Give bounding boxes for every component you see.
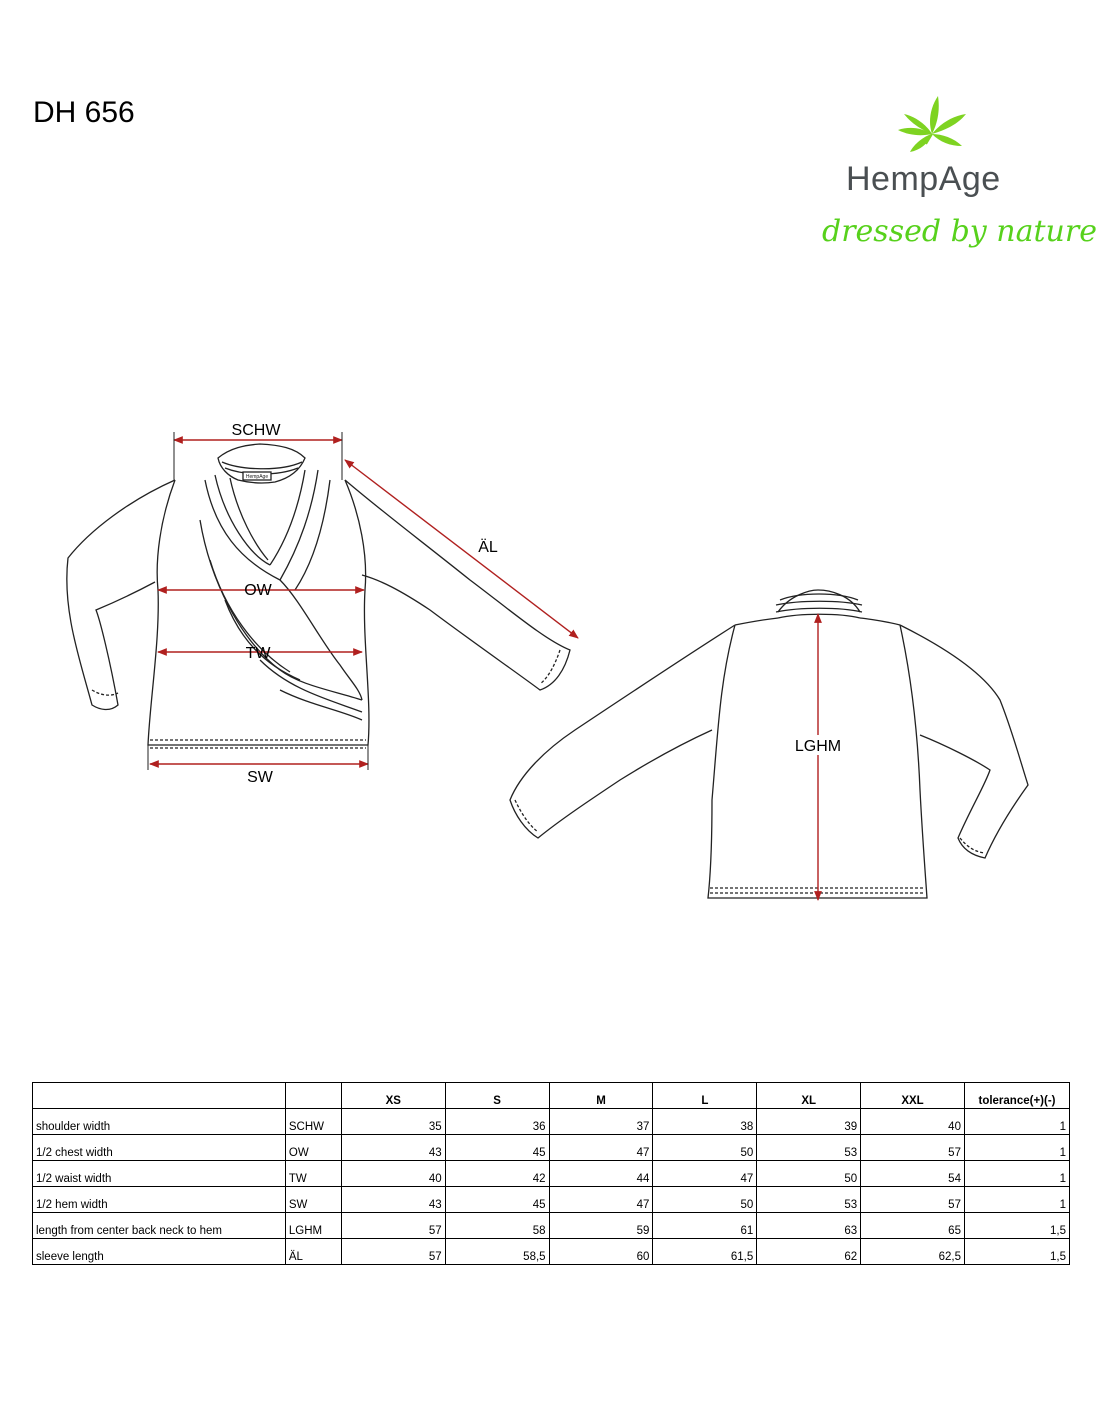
front-garment [67, 444, 570, 748]
label-sw: SW [247, 769, 273, 786]
label-lghm: LGHM [794, 738, 842, 755]
header-cell: L [653, 1083, 757, 1109]
measurement-code: TW [285, 1161, 341, 1187]
size-value: 43 [341, 1187, 445, 1213]
size-value: 57 [861, 1135, 965, 1161]
measurement-name: shoulder width [33, 1109, 286, 1135]
size-value: 38 [653, 1109, 757, 1135]
measurement-code: SW [285, 1187, 341, 1213]
measurement-code: SCHW [285, 1109, 341, 1135]
measurement-code: ÄL [285, 1239, 341, 1265]
table-row [33, 1239, 1070, 1265]
label-al: ÄL [478, 539, 498, 556]
label-tw: TW [245, 645, 271, 662]
header-cell: tolerance(+)(-) [964, 1083, 1069, 1109]
size-value: 58 [445, 1213, 549, 1239]
table-row [33, 1213, 1070, 1239]
size-value: 63 [757, 1213, 861, 1239]
size-value: 40 [341, 1161, 445, 1187]
tolerance-value: 1,5 [964, 1213, 1069, 1239]
size-value: 40 [861, 1109, 965, 1135]
size-value: 61 [653, 1213, 757, 1239]
header-cell: XS [341, 1083, 445, 1109]
size-value: 57 [341, 1213, 445, 1239]
size-table [32, 1082, 1070, 1265]
size-value: 54 [861, 1161, 965, 1187]
measurement-name: length from center back neck to hem [33, 1213, 286, 1239]
table-row [33, 1135, 1070, 1161]
size-value: 57 [861, 1187, 965, 1213]
table-row [33, 1109, 1070, 1135]
size-value: 53 [757, 1187, 861, 1213]
measurement-name: 1/2 chest width [33, 1135, 286, 1161]
size-value: 59 [549, 1213, 653, 1239]
size-value: 61,5 [653, 1239, 757, 1265]
size-value: 50 [653, 1187, 757, 1213]
neck-tag-label: HempAge [245, 474, 269, 480]
size-value: 47 [549, 1187, 653, 1213]
size-value: 43 [341, 1135, 445, 1161]
header-cell: XL [757, 1083, 861, 1109]
size-value: 62 [757, 1239, 861, 1265]
document-title: DH 656 [33, 96, 135, 129]
tolerance-value: 1,5 [964, 1239, 1069, 1265]
tolerance-value: 1 [964, 1187, 1069, 1213]
size-value: 44 [549, 1161, 653, 1187]
size-value: 53 [757, 1135, 861, 1161]
measurement-name: sleeve length [33, 1239, 286, 1265]
measurement-name: 1/2 waist width [33, 1161, 286, 1187]
size-value: 35 [341, 1109, 445, 1135]
size-value: 65 [861, 1213, 965, 1239]
back-garment [510, 590, 1028, 898]
size-value: 37 [549, 1109, 653, 1135]
size-value: 42 [445, 1161, 549, 1187]
size-value: 60 [549, 1239, 653, 1265]
brand-name: HempAge [846, 160, 1001, 198]
size-value: 45 [445, 1135, 549, 1161]
size-value: 58,5 [445, 1239, 549, 1265]
measurement-name: 1/2 hem width [33, 1187, 286, 1213]
header-cell: S [445, 1083, 549, 1109]
size-value: 57 [341, 1239, 445, 1265]
label-schw: SCHW [231, 422, 281, 439]
size-value: 47 [549, 1135, 653, 1161]
size-value: 47 [653, 1161, 757, 1187]
label-ow: OW [244, 582, 272, 599]
header-cell [285, 1083, 341, 1109]
header-cell [33, 1083, 286, 1109]
front-dimension-lines [148, 432, 578, 770]
tolerance-value: 1 [964, 1109, 1069, 1135]
size-value: 50 [653, 1135, 757, 1161]
measurement-code: OW [285, 1135, 341, 1161]
table-header-row [33, 1083, 1070, 1109]
size-value: 39 [757, 1109, 861, 1135]
table-row [33, 1187, 1070, 1213]
size-value: 62,5 [861, 1239, 965, 1265]
size-value: 36 [445, 1109, 549, 1135]
tolerance-value: 1 [964, 1161, 1069, 1187]
size-value: 50 [757, 1161, 861, 1187]
tolerance-value: 1 [964, 1135, 1069, 1161]
table-row [33, 1161, 1070, 1187]
brand-tagline: dressed by nature [822, 214, 1097, 249]
measurement-code: LGHM [285, 1213, 341, 1239]
header-cell: XXL [861, 1083, 965, 1109]
size-value: 45 [445, 1187, 549, 1213]
header-cell: M [549, 1083, 653, 1109]
